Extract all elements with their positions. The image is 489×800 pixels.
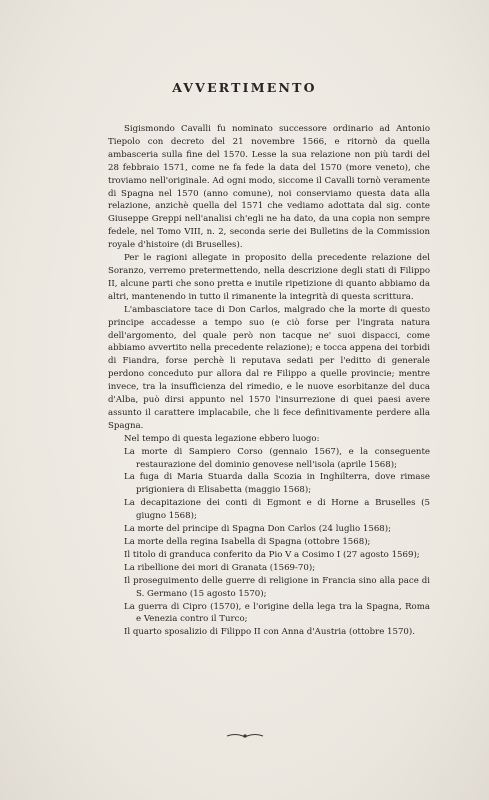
events-list: [108, 446, 430, 640]
ornament-divider-icon: [225, 732, 265, 740]
events-intro: Nel tempo di questa legazione ebbero luogo:: [124, 433, 320, 444]
event-item: La morte del principe di Spagna Don Carlos (24 luglio 1568);: [124, 524, 392, 535]
event-item: La morte della regina Isabella di Spagna (ottobre 1568);: [124, 537, 371, 547]
event-item: La ribellione dei mori di Granata (1569-70);: [124, 562, 316, 573]
paragraph-2: Per le ragioni allegate in proposito della precedente relazione del Soranzo, verremo pretermettendo, nella descrizione degli stati di Filippo II, alcune parti che sono pretta e inutile ripetizione di quanto abbiamo da altri, mantenendo in tutto il rimanente la integrità di questa scrittura.: [108, 253, 430, 302]
event-item: La guerra di Cipro (1570), e l'origine della lega tra la Spagna, Roma e Venezia contro il Turco;: [124, 601, 430, 625]
paragraph-3: L'ambasciatore tace di Don Carlos, malgrado che la morte di questo principe accadesse a tempo suo (e ciò forse per l'ingrata natura dell'argomento, del quale però non tacque ne' suoi dispacci, come abbiamo avvertito nella precedente relazione); e tocca appena dei torbidi di Fiandra, forse perchè li reputava sedati per l'editto di generale perdono conceduto pur allora dal re Filippo a quelle provincie; mentre invece, tra la insufficienza del rimedio, e le nuove esorbitanze del duca d'Alba, può dirsi appunto nel 1570 l'insurrezione di quei paesi avere assunto il carattere implacabile, che li fece definitivamente perdere alla Spagna.: [108, 304, 430, 431]
event-item: Il titolo di granduca conferito da Pio V a Cosimo I (27 agosto 1569);: [124, 549, 420, 560]
paragraph-1: Sigismondo Cavalli fu nominato successore ordinario ad Antonio Tiepolo con decreto del 21 novembre 1566, e ritornò da quella ambasceria sulla fine del 1570. Lesse la sua relazione non più tardi del 28 febbraio 1571, come ne fa fede la data del 1570 (more veneto), che troviamo nell'originale. Ad ogni modo, siccome il Cavalli tornò veramente di Spagna nel 1570 (anno comune), noi conserviamo questa data alla relazione, anzichè quella del 1571 che vediamo adottata dal sig. conte Giuseppe Greppi nell'analisi ch'egli ne ha dato, da una copia non sempre fedele, nel Tomo VIII, n. 2, seconda serie dei Bulletins de la Commission royale d'histoire (di Bruselles).: [108, 124, 430, 251]
event-item: La morte di Sampiero Corso (gennaio 1567), e la conseguente restaurazione del dominio genovese nell'isola (aprile 1568);: [124, 446, 430, 470]
event-item: La fuga di Maria Stuarda dalla Scozia in Inghilterra, dove rimase prigioniera di Elisabetta (maggio 1568);: [124, 472, 430, 496]
event-item: Il quarto sposalizio di Filippo II con Anna d'Austria (ottobre 1570).: [124, 627, 415, 638]
page-title: AVVERTIMENTO: [172, 80, 317, 95]
body-text: [108, 123, 430, 639]
event-item: La decapitazione dei conti di Egmont e di Horne a Bruselles (5 giugno 1568);: [124, 498, 430, 522]
event-item: Il proseguimento delle guerre di religione in Francia sino alla pace di S. Germano (15 agosto 1570);: [124, 575, 430, 599]
